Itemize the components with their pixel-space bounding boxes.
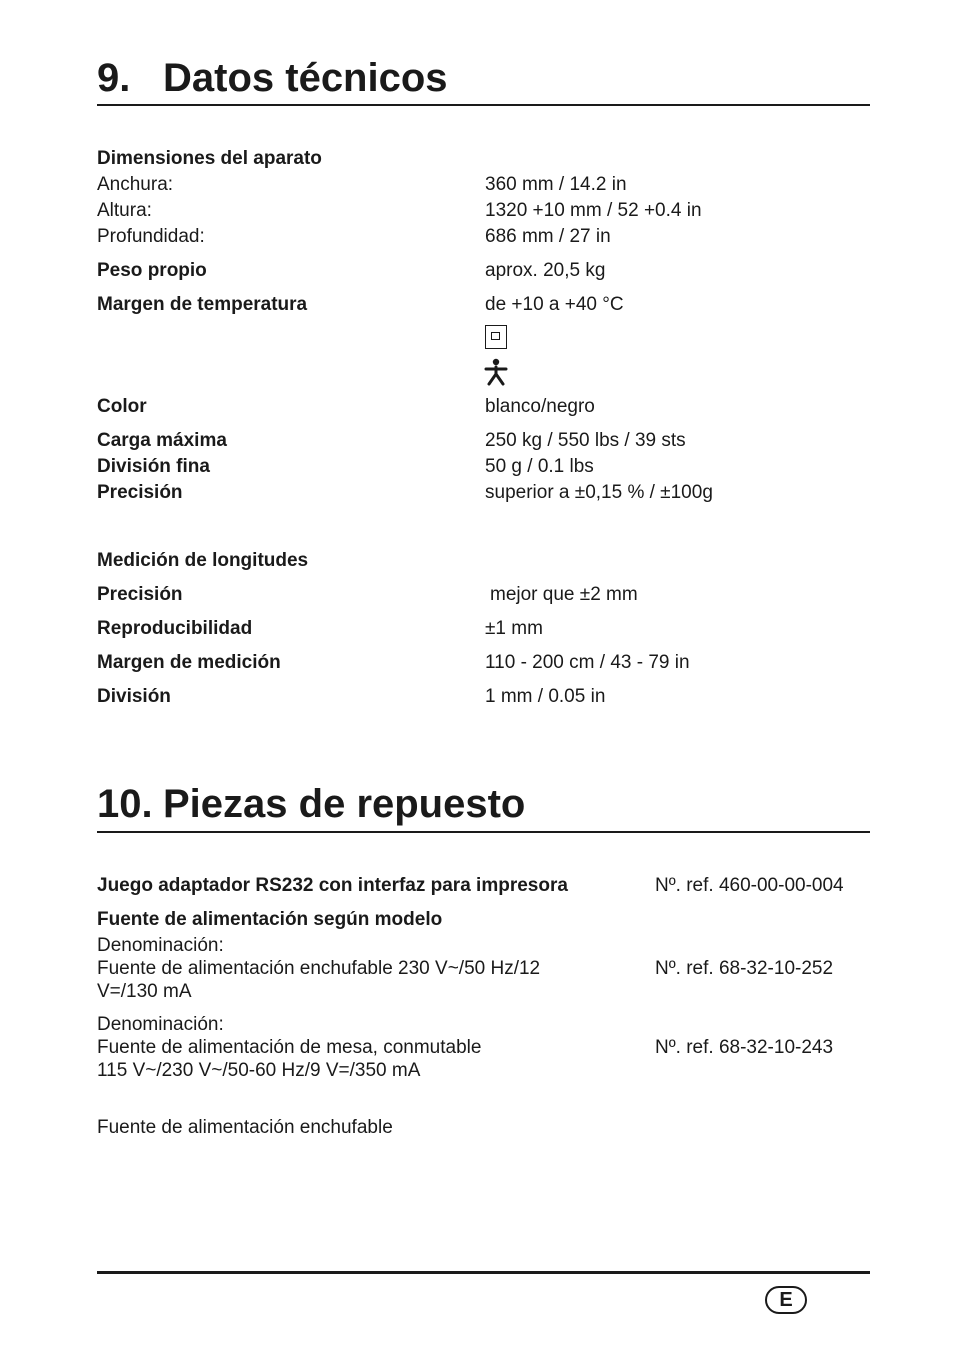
height-label: Altura: [97,200,152,221]
section-9-number: 9. [97,56,131,100]
depth-label: Profundidad: [97,226,205,247]
section-10-title-text: Piezas de repuesto [163,782,526,826]
section-9-title [97,55,448,101]
section-10-rule [97,831,870,833]
division-label: División [97,686,171,707]
bottom-rule [97,1271,870,1274]
weight-label: Peso propio [97,260,207,281]
item-1-line-2: V=/130 mA [97,981,192,1002]
fine-division-label: División fina [97,456,210,477]
reproducibility-value: ±1 mm [485,618,543,639]
width-value: 360 mm / 14.2 in [485,174,627,195]
fine-division-value: 50 g / 0.1 lbs [485,456,594,477]
color-label: Color [97,396,147,417]
max-load-label: Carga máxima [97,430,227,451]
section-10-title [97,781,525,827]
type-b-applied-part-icon [484,358,508,386]
power-supply-heading: Fuente de alimentación según modelo [97,909,443,930]
height-value: 1320 +10 mm / 52 +0.4 in [485,200,702,221]
item-1-ref: Nº. ref. 68-32-10-252 [655,958,834,979]
max-load-value: 250 kg / 550 lbs / 39 sts [485,430,686,451]
measuring-range-value: 110 - 200 cm / 43 - 79 in [485,652,690,673]
length-heading: Medición de longitudes [97,550,309,571]
footer-note: Fuente de alimentación enchufable [97,1117,393,1138]
weight-value: aprox. 20,5 kg [485,260,606,281]
precision-label: Precisión [97,482,183,503]
item-2-line-2: 115 V~/230 V~/50-60 Hz/9 V=/350 mA [97,1060,421,1081]
division-value: 1 mm / 0.05 in [485,686,606,707]
width-label: Anchura: [97,174,174,195]
item-2-line-1: Fuente de alimentación de mesa, conmutable [97,1037,482,1058]
length-precision-value: mejor que ±2 mm [490,584,638,605]
section-9-title-text: Datos técnicos [163,56,448,100]
section-9-rule [97,104,870,106]
reproducibility-label: Reproducibilidad [97,618,253,639]
item-1-line-1: Fuente de alimentación enchufable 230 V~/50 Hz/12 [97,958,541,979]
temperature-value: de +10 a +40 °C [485,294,624,315]
color-value: blanco/negro [485,396,595,417]
language-badge: E [765,1286,807,1314]
section-10-number: 10. [97,782,153,826]
item-1-denomination: Denominación: [97,935,224,956]
measuring-range-label: Margen de medición [97,652,281,673]
dimensions-heading: Dimensiones del aparato [97,148,322,169]
length-precision-label: Precisión [97,584,183,605]
temperature-label: Margen de temperatura [97,294,308,315]
item-2-ref: Nº. ref. 68-32-10-243 [655,1037,834,1058]
item-2-denomination: Denominación: [97,1014,224,1035]
depth-value: 686 mm / 27 in [485,226,611,247]
adapter-label: Juego adaptador RS232 con interfaz para impresora [97,875,568,896]
protection-class-ii-icon [485,325,507,349]
precision-value: superior a ±0,15 % / ±100g [485,482,713,503]
adapter-ref: Nº. ref. 460-00-00-004 [655,875,844,896]
